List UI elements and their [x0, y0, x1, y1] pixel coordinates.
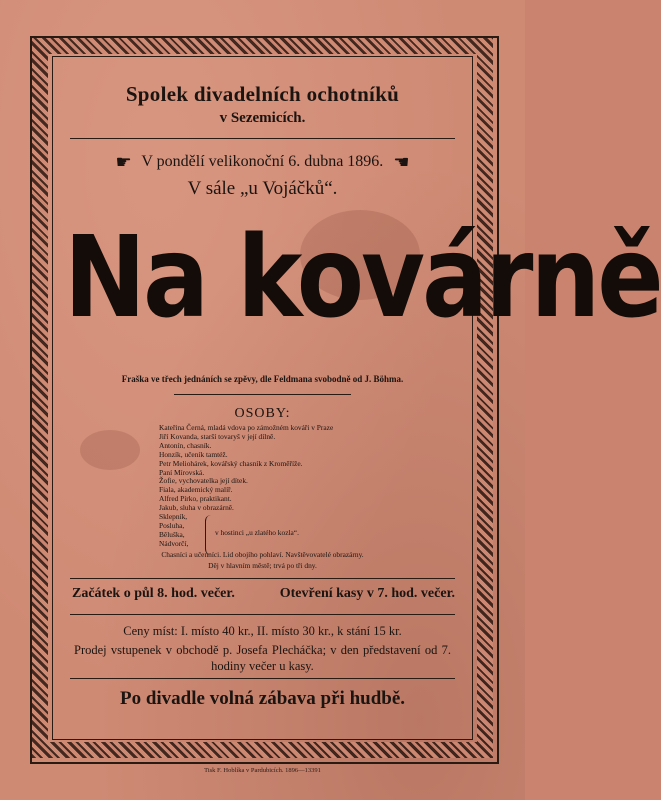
- cast-item: Honzík, učeník tamtéž.: [159, 449, 228, 459]
- printer-imprint: Tisk F. Hoblíka v Pardubicích. 1896—13391: [204, 767, 321, 774]
- play-title: Na kovárně: [64, 212, 661, 344]
- cast-item: Antonín, chasník.: [159, 440, 212, 450]
- cast-item: Žofie, vychovatelka její dítek.: [159, 476, 248, 486]
- cast-item: Kateřina Černá, mladá vdova po zámožném kováři v Praze: [159, 423, 334, 432]
- box-office-time: Otevření kasy v 7. hod. večer.: [279, 586, 455, 601]
- divider: [70, 578, 455, 579]
- cast-item: Paní Mírovská.: [159, 467, 205, 477]
- cast-list: [159, 424, 459, 549]
- cast-item: Jakub, sluha v obrazárně.: [159, 503, 234, 513]
- cast-item: Jiří Kovanda, starší tovaryš v její dílně.: [159, 431, 276, 441]
- poster-content: [64, 64, 661, 734]
- cast-item: Běluška,: [159, 529, 185, 539]
- cast-heading: OSOBY:: [234, 406, 291, 421]
- divider: [70, 614, 455, 615]
- chorus-line: Chasníci a učenníci. Lid obojího pohlaví. Navštěvovatelé obrazárny.: [161, 550, 364, 559]
- cast-item: Fiala, akademický malíř.: [159, 485, 233, 495]
- cast-item: Alfred Pírko, praktikant.: [159, 494, 232, 504]
- pointing-hand-left-icon: ☚: [393, 152, 410, 173]
- venue: V sále „u Vojáčků“.: [187, 178, 338, 199]
- setting-line: Děj v hlavním městě; trvá po tři dny.: [208, 561, 317, 570]
- cast-item: Petr Meliohárek, kovářský chasník z Kroměříže.: [159, 458, 303, 468]
- play-subtitle: Fraška ve třech jednáních se zpěvy, dle Feldmana svobodně od J. Böhma.: [121, 374, 404, 384]
- start-time: Začátek o půl 8. hod. večer.: [72, 586, 235, 601]
- divider: [70, 138, 455, 139]
- cast-item: Sklepník,: [159, 512, 188, 522]
- divider: [174, 394, 351, 395]
- pointing-hand-right-icon: ☛: [115, 152, 132, 173]
- cast-group: [159, 513, 459, 549]
- cast-item: Posluha,: [159, 520, 185, 530]
- cast-group-note: v hostinci „u zlatého kozla“.: [215, 528, 299, 538]
- cast-item: Nádvorčí,: [159, 538, 189, 548]
- presale-info: Prodej vstupenek v obchodě p. Josefa Plecháčka; v den představení od 7. hodiny večer u kasy.: [74, 643, 451, 673]
- performance-date: V pondělí velikonoční 6. dubna 1896.: [141, 153, 384, 171]
- divider: [70, 678, 455, 679]
- ticket-prices: Ceny míst: I. místo 40 kr., II. místo 30 kr., k stání 15 kr.: [123, 624, 402, 638]
- society-name: Spolek divadelních ochotníků: [125, 82, 400, 106]
- after-show-note: Po divadle volná zábava při hudbě.: [119, 688, 406, 709]
- times-row: [72, 586, 455, 602]
- performance-date-line: [64, 152, 461, 173]
- society-place: v Sezemicích.: [219, 110, 306, 126]
